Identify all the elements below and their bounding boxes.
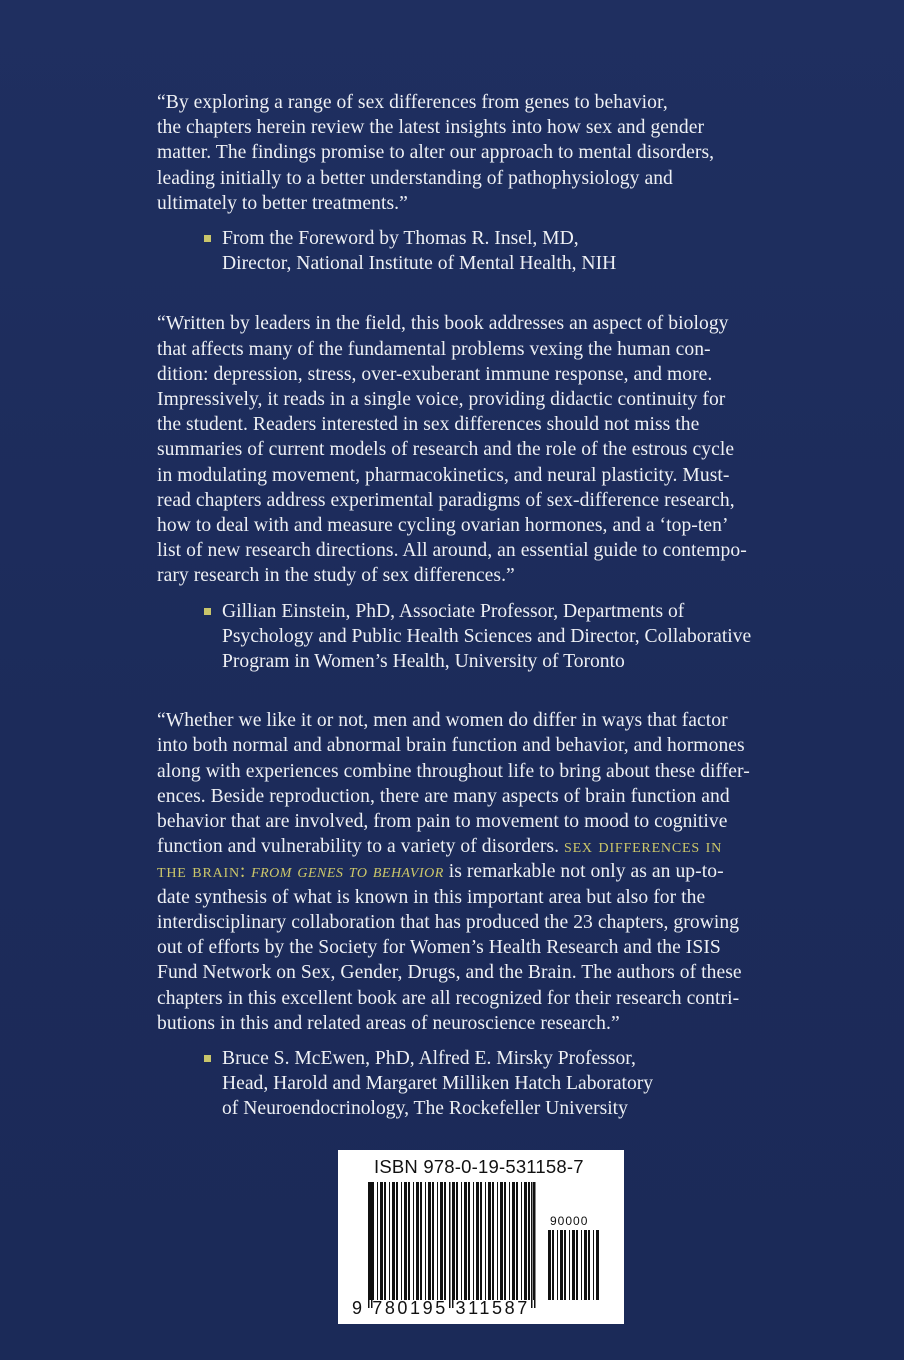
quote-line: chapters in this excellent book are all recognized for their research contri- — [157, 987, 740, 1009]
attribution-line: of Neuroendocrinology, The Rockefeller University — [222, 1098, 628, 1120]
barcode-bar — [437, 1182, 438, 1300]
barcode-guard-bar — [452, 1182, 454, 1308]
quote-line: into both normal and abnormal brain function and behavior, and hormones — [157, 735, 745, 757]
book-title: the brain: — [157, 861, 247, 883]
blurb-attribution — [222, 1046, 797, 1122]
barcode-bar — [533, 1182, 534, 1300]
barcode-bar — [524, 1182, 527, 1300]
barcode-bar — [588, 1230, 590, 1300]
ean-digits: 9 780195 311587 — [352, 1298, 530, 1318]
barcode-bar — [416, 1182, 419, 1300]
isbn-label: ISBN 978-0-19-531158-7 — [374, 1156, 584, 1177]
barcode-bar — [557, 1230, 558, 1300]
blurb-mcewen — [157, 708, 797, 1121]
quote-line: “By exploring a range of sex differences from genes to behavior, — [157, 92, 668, 113]
blurb-quote — [157, 708, 797, 1036]
barcode-bar — [461, 1182, 462, 1300]
quote-line: how to deal with and measure cycling ovarian hormones, and a ‘top-ten’ — [157, 515, 729, 537]
barcode-bar — [512, 1182, 515, 1300]
quote-line: that affects many of the fundamental problems vexing the human con- — [157, 338, 711, 360]
barcode-bar — [389, 1182, 390, 1300]
quote-line: matter. The findings promise to alter our approach to mental disorders, — [157, 142, 715, 164]
barcode-bar — [572, 1230, 575, 1300]
barcode-bar — [596, 1230, 599, 1300]
barcode-bar — [492, 1182, 494, 1300]
barcode-bar — [509, 1182, 510, 1300]
barcode-bar — [569, 1230, 570, 1300]
barcode-bar — [444, 1182, 446, 1300]
barcode-bar — [564, 1230, 566, 1300]
square-bullet-icon — [204, 235, 211, 242]
quote-line: interdisciplinary collaboration that has produced the 23 chapters, growing — [157, 911, 740, 933]
barcode-bar — [396, 1182, 398, 1300]
square-bullet-icon — [204, 608, 211, 615]
quote-line: read chapters address experimental paradigms of sex-difference research, — [157, 489, 735, 511]
attribution-line: Director, National Institute of Mental Health, NIH — [222, 253, 617, 275]
blurb-attribution — [222, 599, 797, 675]
book-subtitle: from genes to behavior — [251, 861, 444, 883]
barcode-bar — [420, 1182, 422, 1300]
barcode-bar — [456, 1182, 458, 1300]
barcode-bar — [488, 1182, 491, 1300]
quote-line: date synthesis of what is known in this important area but also for the — [157, 886, 706, 908]
isbn-barcode-box — [338, 1150, 624, 1324]
barcode-bar — [497, 1182, 498, 1300]
barcode-bar — [593, 1230, 594, 1300]
barcode-bar — [500, 1182, 503, 1300]
quote-line: Impressively, it reads in a single voice, providing didactic continuity for — [157, 389, 726, 411]
blurb-attribution — [222, 226, 797, 276]
barcode-bar — [528, 1182, 530, 1300]
price-code: 90000 — [550, 1214, 589, 1228]
barcode-bar — [425, 1182, 426, 1300]
quote-line: is remarkable not only as an up-to- — [443, 861, 724, 883]
attribution-line: Gillian Einstein, PhD, Associate Professor, Departments of — [222, 600, 685, 622]
blurb-quote — [157, 90, 797, 216]
barcode-bar — [468, 1182, 470, 1300]
quote-line: the chapters herein review the latest insights into how sex and gender — [157, 117, 705, 139]
barcode-bar — [552, 1230, 554, 1300]
attribution-line: Program in Women’s Health, University of Toronto — [222, 651, 625, 673]
attribution-line: From the Foreword by Thomas R. Insel, MD, — [222, 228, 579, 250]
barcode-bar — [377, 1182, 378, 1300]
barcode-bar — [581, 1230, 582, 1300]
quote-line: the student. Readers interested in sex differences should not miss the — [157, 414, 700, 436]
barcode-bar — [584, 1230, 587, 1300]
barcode-bar — [428, 1182, 431, 1300]
barcode-bar — [392, 1182, 395, 1300]
barcode-bar — [504, 1182, 506, 1300]
barcode-bar — [548, 1230, 551, 1300]
square-bullet-icon — [204, 1055, 211, 1062]
quote-line: in modulating movement, pharmacokinetics, and neural plasticity. Must- — [157, 464, 730, 486]
barcode-bar — [560, 1230, 563, 1300]
quote-line: “Whether we like it or not, men and women do differ in ways that factor — [157, 710, 728, 732]
quote-line: along with experiences combine throughout life to bring about these differ- — [157, 760, 750, 782]
quote-line: out of efforts by the Society for Women’s Health Research and the ISIS — [157, 937, 721, 959]
barcode-guard-bar — [368, 1182, 370, 1308]
barcode-guard-bar — [534, 1182, 536, 1308]
blurbs-column — [157, 90, 797, 1122]
book-title: sex differences in — [563, 836, 722, 858]
quote-line: summaries of current models of research and the role of the estrous cycle — [157, 439, 735, 461]
barcode-guard-bar — [449, 1182, 451, 1308]
quote-line: behavior that are involved, from pain to movement to mood to cognitive — [157, 811, 728, 833]
quote-line: dition: depression, stress, over-exuberant immune response, and more. — [157, 363, 713, 385]
blurb-insel — [157, 90, 797, 276]
barcode-guard-bar — [371, 1182, 373, 1308]
quote-line: butions in this and related areas of neuroscience research.” — [157, 1012, 620, 1034]
quote-line: “Written by leaders in the field, this book addresses an aspect of biology — [157, 313, 729, 335]
attribution-line: Bruce S. McEwen, PhD, Alfred E. Mirsky Professor, — [222, 1047, 636, 1069]
quote-line: ences. Beside reproduction, there are many aspects of brain function and — [157, 785, 730, 807]
attribution-line: Head, Harold and Margaret Milliken Hatch Laboratory — [222, 1073, 654, 1095]
barcode-bar — [401, 1182, 402, 1300]
barcode-bar — [440, 1182, 443, 1300]
quote-line: Fund Network on Sex, Gender, Drugs, and the Brain. The authors of these — [157, 962, 742, 984]
barcode-guard-bar — [531, 1182, 533, 1308]
barcode-bar — [404, 1182, 407, 1300]
barcode-bar — [413, 1182, 414, 1300]
barcode-bar — [384, 1182, 386, 1300]
attribution-line: Psychology and Public Health Sciences and Director, Collaborative — [222, 625, 752, 647]
barcode-bar — [480, 1182, 482, 1300]
quote-line: leading initially to a better understanding of pathophysiology and — [157, 167, 673, 189]
quote-line: list of new research directions. All around, an essential guide to contempo- — [157, 540, 747, 562]
blurb-quote — [157, 311, 797, 588]
quote-line: ultimately to better treatments.” — [157, 192, 408, 214]
quote-line: function and vulnerability to a variety of disorders. — [157, 836, 564, 858]
barcode-bar — [408, 1182, 410, 1300]
blurb-einstein — [157, 311, 797, 674]
barcode-bar — [521, 1182, 522, 1300]
barcode-bar — [476, 1182, 479, 1300]
quote-line: rary research in the study of sex differences.” — [157, 565, 515, 587]
barcode-bar — [516, 1182, 518, 1300]
barcode-bar — [380, 1182, 383, 1300]
barcode-bar — [473, 1182, 474, 1300]
barcode-bar — [432, 1182, 434, 1300]
barcode-bar — [464, 1182, 467, 1300]
barcode-bar — [485, 1182, 486, 1300]
barcode-bar — [576, 1230, 578, 1300]
